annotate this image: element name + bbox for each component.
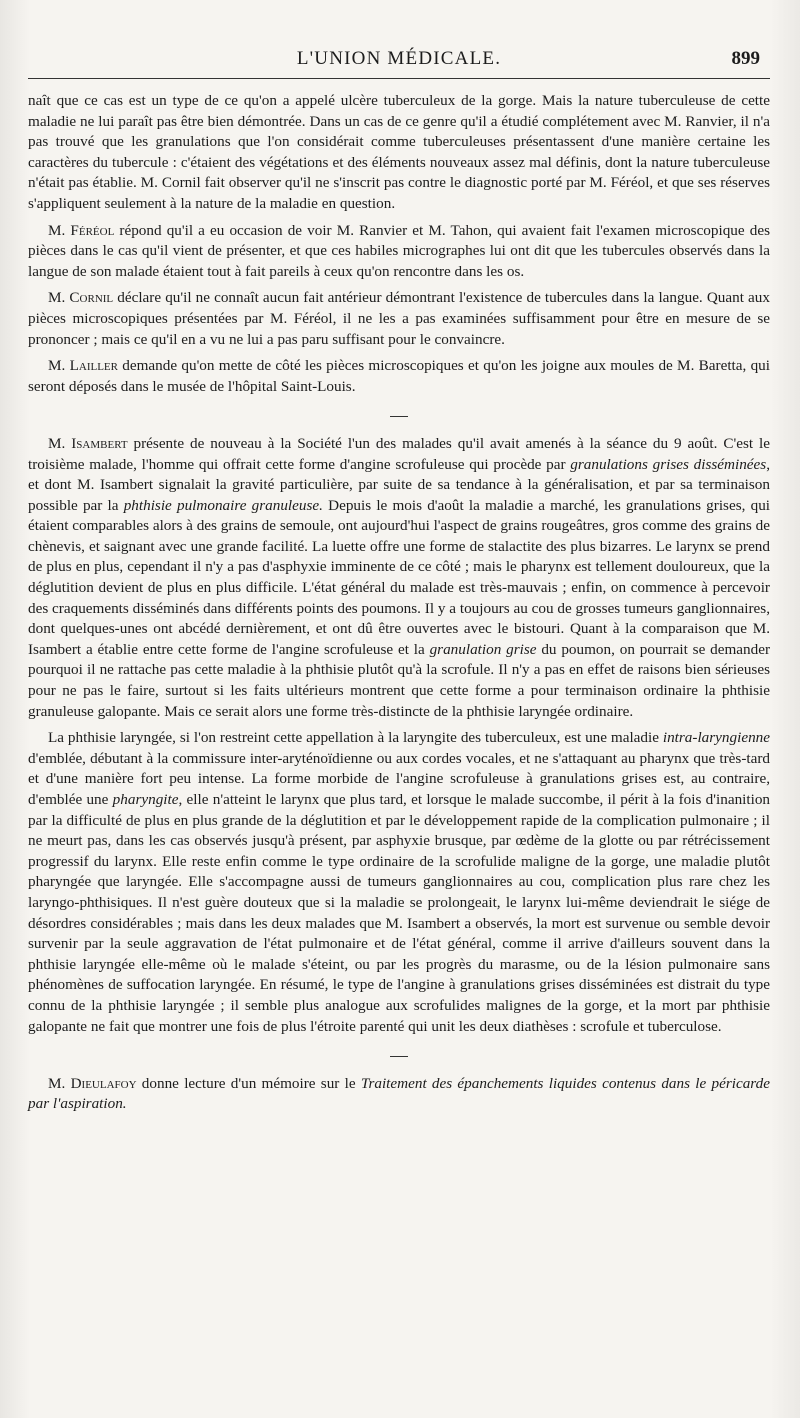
paragraph-continuation <box>28 91 770 215</box>
paragraph-lailler <box>28 356 770 397</box>
speaker-prefix: M. <box>48 1074 71 1092</box>
paragraph-dieulafoy <box>28 1074 770 1115</box>
italic-term: phthisie pulmonaire granuleuse. <box>123 496 323 514</box>
speaker-prefix: M. <box>48 221 71 239</box>
paragraph-text: d'emblée, débutant à la commissure inter-aryténoïdienne ou aux cordes vocales, et ne s'attaquant au pharynx que très-tard et d'une manière fort peu intense. La forme morbide de l'angine scrofuleuse à granulations grises est, au contraire, d'emblée une <box>28 749 770 808</box>
speaker-name: Cornil <box>69 289 114 307</box>
speaker-prefix: M. <box>48 434 72 452</box>
paragraph-text: présente de nouveau à la Société l'un des malades qu'il avait amenés à la séance du 9 août. C'est le troisième malade, l'homme qui offrait cette forme d'angine scrofuleuse qui procède par <box>28 434 770 473</box>
paragraph-text: , elle n'atteint le larynx que plus tard, et lorsque le malade succombe, il périt à la fois d'inanition par la difficulté de plus en plus grande de la déglutition et par le développement rapide de la complication pulmonaire ; il ne meurt pas, dans les cas observés jusqu'à présent, par asphyxie brusque, par œdème de la glotte ou par rétrécissement progressif du larynx. Elle reste enfin comme le type ordinaire de la scrofulide maligne de la gorge, une maladie plutôt pharyngée que laryngée. Elle s'accompagne aussi de tumeurs ganglionnaires au cou, complication plus rare chez les laryngo-phthisiques. Il n'est guère douteux que si la maladie se prolongeait, le larynx lui-même deviendrait le siége de désordres considérables ; mais dans les deux malades que M. Isambert a observés, la mort est survenue ou semble devoir survenir par la seule aggravation de l'état pulmonaire et de l'état général, comme il arrive d'ailleurs souvent dans la phthisie laryngée elle-même où le malade s'éteint, ou par les progrès du marasme, ou de la lésion pulmonaire sans phénomènes de suffocation laryngée. En résumé, le type de l'angine à granulations grises disséminées est distrait du type connu de la phthisie laryngée ; il semble plus analogue aux scrofulides malignes de la gorge, et la mort par phthisie galopante ne fait que montrer une fois de plus l'étroite parenté qui unit les deux diathèses : scrofule et tuberculose. <box>28 791 771 1035</box>
italic-term: intra-laryngienne <box>662 729 770 747</box>
speaker-prefix: M. <box>48 289 70 307</box>
paragraph-text: déclare qu'il ne connaît aucun fait antérieur démontrant l'existence de tubercules dans la langue. Quant aux pièces microscopiques présentées par M. Féréol, il ne les a pas examinées suffisamment pour être en mesure de se prononcer ; mais ce qu'il en a vu ne lui a pas paru suffisant pour le convaincre. <box>28 289 770 348</box>
paragraph-text: naît que ce cas est un type de ce qu'on a appelé ulcère tuberculeux de la gorge. Mais la nature tuberculeuse de cette maladie ne lui paraît pas être bien démontrée. Dans un cas de ce genre qu'il a étudié complétement avec M. Ranvier, il n'a pas trouvé que les granulations que l'on considérait comme tuberculeuses présentassent d'une manière certaine les caractères du tubercule : c'étaient des végétations et des éléments nouveaux assez mal définis, dont la nature tuberculeuse n'était pas établie. M. Cornil fait observer qu'il ne s'inscrit pas contre le diagnostic porté par M. Féréol, et que ses réserves s'appliquent seulement à la nature de la maladie en question. <box>28 92 770 212</box>
speaker-name: Dieulafoy <box>70 1074 137 1092</box>
speaker-prefix: M. <box>48 357 70 375</box>
paragraph-isambert <box>28 434 770 722</box>
italic-title: Traitement des épanchements liquides contenus dans le péricarde par l'aspiration. <box>28 1074 770 1113</box>
paragraph-text: La phthisie laryngée, si l'on restreint cette appellation à la laryngite des tuberculeux, est une maladie <box>48 729 663 747</box>
paragraph-text: demande qu'on mette de côté les pièces microscopiques et qu'on les joigne aux moules de M. Baretta, qui seront déposés dans le musée de l'hôpital Saint-Louis. <box>28 357 770 395</box>
running-title: L'UNION MÉDICALE. <box>296 48 502 69</box>
paragraph-phthisie <box>28 728 770 1037</box>
paragraph-text: donne lecture d'un mémoire sur le <box>136 1074 361 1092</box>
article-body <box>28 91 770 1115</box>
italic-term: granulation grise <box>429 640 537 658</box>
paragraph-text: Depuis le mois d'août la maladie a marché, les granulations grises, qui étaient comparables alors à des grains de semoule, ont aujourd'hui l'aspect de grains rougeâtres, gros comme des grains de chènevis, et saignant avec une grande facilité. La luette offre une forme de stalactite des plus bizarres. Le larynx se prend de plus en plus, cependant il n'y a pas d'asphyxie imminente de ce côté ; mais le pharynx est tellement douloureux, que la déglutition devient de plus en plus difficile. L'état général du malade est très-mauvais ; enfin, on commence à percevoir des craquements disséminés dans différents points des poumons. Il y a toujours au cou de grosses tumeurs ganglionnaires, dont quelques-unes ont abcédé dernièrement, et ont dû être ouvertes avec le bistouri. Quant à la comparaison que M. Isambert a établie entre cette forme de l'angine scrofuleuse et la <box>28 496 771 658</box>
italic-term: pharyngite <box>112 791 179 808</box>
section-separator <box>28 403 770 424</box>
speaker-name: Lailler <box>69 357 118 375</box>
paragraph-cornil <box>28 288 770 350</box>
speaker-name: Féréol <box>70 221 115 239</box>
section-separator <box>28 1043 770 1064</box>
paragraph-text: du poumon, on pourrait se demander pourquoi il ne rattache pas cette maladie à la phthisie plutôt qu'à la scrofule. Il n'y a pas en effet de raisons bien sérieuses pour ne pas le faire, surtout si les faits ultérieurs montrent que cette forme a pour terminaison ordinaire la phthisie granuleuse galopante. Mais ce serait alors une forme très-distincte de la phthisie laryngée ordinaire. <box>28 640 771 720</box>
paragraph-fereol <box>28 221 770 283</box>
page-header <box>28 48 770 79</box>
page-number: 899 <box>731 48 760 69</box>
italic-term: granulations grises disséminées <box>570 455 767 473</box>
paragraph-text: répond qu'il a eu occasion de voir M. Ranvier et M. Tahon, qui avaient fait l'examen microscopique des pièces dans le cas qu'il vient de présenter, et que ces habiles micrographes lui ont dit que les tubercules observés dans la langue de son malade étaient tout à fait pareils à ceux qu'on rencontre dans les os. <box>28 221 770 280</box>
paragraph-text: , et dont M. Isambert signalait la gravité particulière, par suite de sa tendance à la généralisation, et par sa terminaison possible par la <box>28 455 770 514</box>
speaker-name: Isambert <box>71 434 128 452</box>
